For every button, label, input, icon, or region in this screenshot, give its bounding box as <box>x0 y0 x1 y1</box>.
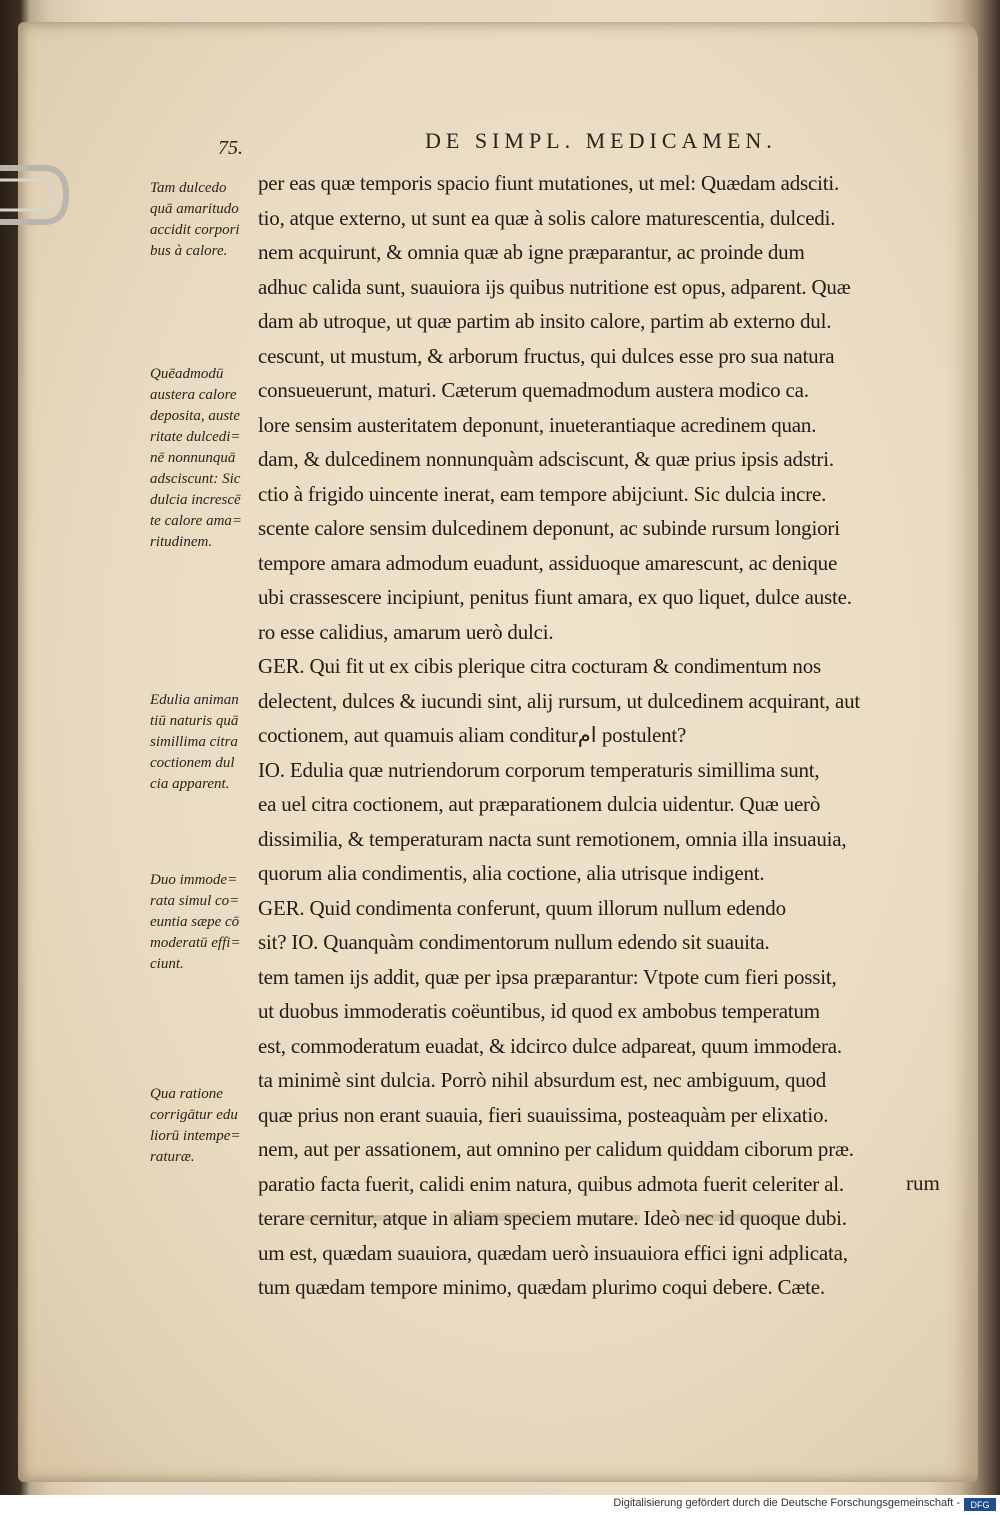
show-through-smudge <box>300 1205 820 1233</box>
text-line: est, commoderatum euadat, & idcirco dulce adpareat, quum immodera. <box>258 1033 842 1058</box>
text-line: cescunt, ut mustum, & arborum fructus, qui dulces esse pro sua natura <box>258 343 835 368</box>
text-line: terare cernitur, atque in aliam speciem mutare. Ideò nec id quoque dubi. <box>258 1206 847 1230</box>
running-title: DE SIMPL. MEDICAMEN. <box>425 128 777 153</box>
text-line: GER. Quid condimenta conferunt, quum illorum nullum edendo <box>258 895 786 920</box>
text-line: IO. Edulia quæ nutriendorum corporum temperaturis simillima sunt, <box>258 757 820 782</box>
text-line: tem tamen ijs addit, quæ per ipsa præparantur: Vtpote cum fieri possit, <box>258 964 837 989</box>
margin-note: Edulia animan tiū naturis quā simillima citra coctionem dul cia apparent. <box>150 692 239 792</box>
text-line: scente calore sensim dulcedinem deponunt, ac subinde rursum longiori <box>258 516 840 540</box>
margin-note: Quēadmodū austera calore deposita, auste ritate dulcedi= nē nonnunquā adsciscunt: Sic dulcia increscē te calore ama= ritudinem. <box>150 366 243 550</box>
text-line: ut duobus immoderatis coëuntibus, id quod ex ambobus temperatum <box>258 999 820 1023</box>
dfg-logo-icon <box>964 1498 996 1511</box>
text-line: quorum alia condimentis, alia coctione, alia utrisque indigent. <box>258 861 765 885</box>
text-line: tum quædam tempore minimo, quædam plurimo coqui debere. Cæte. <box>258 1275 825 1299</box>
text-line: tempore amara admodum euadunt, assiduoque amarescunt, ac denique <box>258 550 838 575</box>
margin-note: Qua ratione corrigātur edu liorū intempe= raturæ. <box>150 1086 241 1165</box>
text-line: dam, & dulcedinem nonnunquàm adsciscunt, & quæ prius ipsis adstri. <box>258 447 834 471</box>
text-line: ro esse calidius, amarum uerò dulci. <box>258 619 554 644</box>
text-line: per eas quæ temporis spacio fiunt mutationes, ut mel: Quædam adsciti. <box>258 171 840 195</box>
text-line: ctio à frigido uincente inerat, eam tempore abijciunt. Sic dulcia incre. <box>258 481 827 506</box>
paper-clip-icon <box>0 150 70 245</box>
margin-note: Duo immode= rata simul co= euntia sæpe cō moderatū effi= ciunt. <box>150 872 241 972</box>
page-number: 75. <box>218 137 243 159</box>
text-line: delectent, dulces & iucundi sint, alij rursum, ut dulcedinem acquirant, aut <box>258 688 860 713</box>
text-line: ta minimè sint dulcia. Porrò nihil absurdum est, nec ambiguum, quod <box>258 1068 827 1092</box>
footer-bar <box>0 1495 1000 1515</box>
text-line: consueuerunt, maturi. Cæterum quemadmodum austera modico ca. <box>258 378 809 402</box>
svg-text:DFG: DFG <box>970 1500 990 1510</box>
text-line: GER. Qui fit ut ex cibis plerique citra cocturam & condimentum nos <box>258 654 821 678</box>
text-line: adhuc calida sunt, suauiora ijs quibus nutritione est opus, adparent. Quæ <box>258 274 851 299</box>
text-line: dissimilia, & temperaturam nacta sunt remotionem, omnia illa insuauia, <box>258 826 847 851</box>
text-line: paratio facta fuerit, calidi enim natura, quibus admota fuerit celeriter al. <box>258 1171 844 1196</box>
text-line: tio, atque externo, ut sunt ea quæ à solis calore maturescentia, dulcedi. <box>258 205 836 230</box>
text-line: nem acquirunt, & omnia quæ ab igne præparantur, ac proinde dum <box>258 240 805 264</box>
text-line: sit? IO. Quanquàm condimentorum nullum edendo sit suauita. <box>258 930 770 954</box>
funding-credit: Digitalisierung gefördert durch die Deutsche Forschungsgemeinschaft - <box>613 1497 960 1509</box>
margin-note: Tam dulcedo quā amaritudo accidit corpori bus à calore. <box>150 180 240 259</box>
text-line: coctionem, aut quamuis aliam conditurام postulent? <box>258 723 687 747</box>
text-line: dam ab utroque, ut quæ partim ab insito calore, partim ab externo dul. <box>258 309 832 333</box>
text-line: ea uel citra coctionem, aut præparationem dulcia uidentur. Quæ uerò <box>258 792 821 816</box>
text-line: um est, quædam suauiora, quædam uerò insuauiora effici igni adplicata, <box>258 1240 848 1265</box>
text-line: ubi crassescere incipiunt, penitus fiunt amara, ex quo liquet, dulce auste. <box>258 585 852 609</box>
body-text <box>258 166 948 1305</box>
text-line: quæ prius non erant suauia, fieri suauissima, posteaquàm per elixatio. <box>258 1102 829 1127</box>
catchword: rum <box>906 1171 940 1195</box>
text-line: nem, aut per assationem, aut omnino per calidum quiddam ciborum præ. <box>258 1137 854 1161</box>
text-line: lore sensim austeritatem deponunt, inueterantiaque acredinem quan. <box>258 412 817 437</box>
